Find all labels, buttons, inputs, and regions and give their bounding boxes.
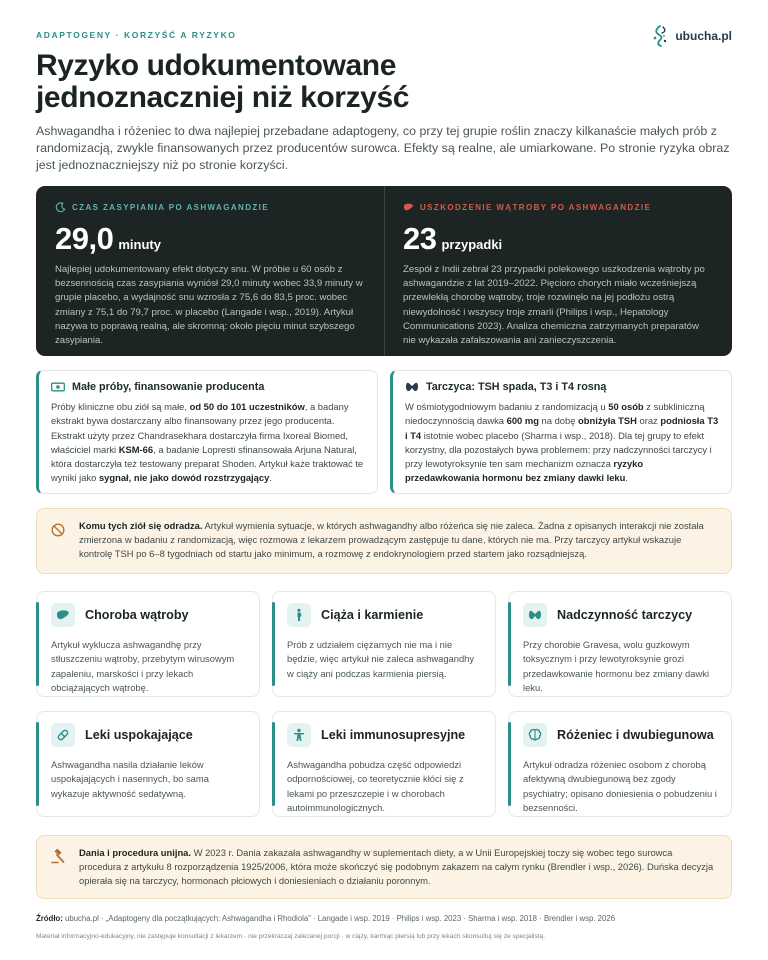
contraindication-notice: [36, 508, 732, 574]
stat-label: CZAS ZASYPIANIA PO ASHWAGANDZIE: [55, 202, 366, 213]
card-title: Leki uspokajające: [85, 728, 193, 742]
section-kicker: ADAPTOGENY · KORZYŚĆ A RYZYKO: [36, 30, 237, 40]
stat-description: Zespół z Indii zebrał 23 przypadki polekowego uszkodzenia wątroby po ashwagandzie z lat 2019–2022. Pięcioro chorych miało wcześniejszą przewlekłą chorobę wątroby, troje rozwinęło na jej podłożu ostrą niewydolność i wszyscy troje zmarli (Philips i wsp., Hepatology Communications 2023). Analiza chemiczna zatrzymanych preparatów nie wykazała zafałszowania ani zanieczyszczenia.: [403, 264, 705, 347]
stat-label: USZKODZENIE WĄTROBY PO ASHWAGANDZIE: [403, 202, 714, 213]
key-stats-panel: [36, 186, 732, 356]
thyroid-icon: [405, 381, 419, 393]
brand-logo[interactable]: [650, 24, 732, 48]
brain-icon: [523, 723, 547, 747]
stat-unit: przypadki: [441, 237, 503, 252]
page-title: Ryzyko udokumentowane jednoznaczniej niż korzyść: [36, 49, 410, 114]
stat-description: Najlepiej udokumentowany efekt dotyczy snu. W próbie u 60 osób z bezsennością czas zasypiania wyniósł 29,0 minuty wobec 33,9 minuty w grupie placebo, a wydajność snu wzrosła z 75,6 do 83,5 proc. wobec zmiany z 75,1 do 79,7 proc. w placebo (Langade i wsp., 2019). Artykuł nazywa to poprawą realną, ale skromną: około pięciu minut szybszego zasypiania.: [55, 264, 363, 347]
liver-icon: [51, 603, 75, 627]
card-liver-disease: [36, 591, 260, 697]
regulatory-notice: [36, 835, 732, 899]
thyroid-icon: [523, 603, 547, 627]
thyroid-card: [390, 370, 732, 494]
card-bipolar: [508, 711, 732, 817]
immune-icon: [287, 723, 311, 747]
card-immunosuppressants: [272, 711, 496, 817]
lead-paragraph: Ashwagandha i różeniec to dwa najlepiej przebadane adaptogeny, co przy tej grupie roślin znaczy kilkanaście małych prób z randomizacją, zwykle finansowanych przez producentów surowca. Efekty są realne, ale umiarkowane. Po stronie ryzyka obraz jest jednoznaczniejszy niż po stronie korzyści.: [36, 124, 730, 172]
pregnancy-icon: [287, 603, 311, 627]
brand-name: ubucha.pl: [675, 29, 732, 43]
card-text: Ashwagandha nasila działanie leków uspokajających i nasennych, bo sama wykazuje aktywność sedatywną.: [51, 759, 209, 799]
stat-value: 23: [403, 221, 437, 256]
notice-text: Komu tych ziół się odradza. Artykuł wymienia sytuacje, w których ashwagandhy albo różeńca się nie zaleca. Żadna z opisanych interakcji nie została zmierzona w badaniu z randomizacją, więc rozmowa z lekarzem prowadzącym zastępuje tu dane, których nie ma. Przy tarczycy artykuł wskazuje kontrolę TSH po 6–8 tygodniach od startu jako minimum, a rozmowę z endokrynologiem przed startem jako rozsądniejszą.: [79, 520, 704, 560]
card-text: W ośmiotygodniowym badaniu z randomizacją u 50 osób z subkliniczną niedoczynnością dawka 600 mg na dobę obniżyła TSH oraz podniosła T3 i T4 istotnie wobec placebo (Sharma i wsp., 2018). Dla tej grupy to efekt korzystny, dla pozostałych bywa problemem: przy nadczynności tarczycy i przy lewotyroksynie ten sam mechanizm oznacza ryzyko przedawkowania hormonu bez zmiany dawki leku.: [405, 401, 719, 484]
card-title: Różeniec i dwubiegunowa: [557, 728, 714, 742]
card-title: Tarczyca: TSH spada, T3 i T4 rosną: [426, 381, 607, 393]
kombucha-logo-icon: [650, 24, 670, 48]
card-text: Ashwagandha pobudza część odpowiedzi odpornościowej, co teoretycznie kłóci się z lekami po przeszczepie i w chorobach autoimmunologicznych.: [287, 759, 464, 813]
card-title: Choroba wątroby: [85, 608, 189, 622]
stat-unit: minuty: [118, 237, 161, 252]
stat-value: 29,0: [55, 221, 114, 256]
card-title: Nadczynność tarczycy: [557, 608, 693, 622]
gavel-icon: [51, 849, 66, 864]
card-hyperthyroidism: [508, 591, 732, 697]
card-pregnancy: [272, 591, 496, 697]
moon-icon: [55, 202, 66, 213]
contraindication-grid: [36, 591, 732, 817]
stat-sleep-latency: [36, 186, 384, 356]
card-title: Ciąża i karmienie: [321, 608, 424, 622]
pill-icon: [51, 723, 75, 747]
liver-icon: [403, 202, 414, 213]
disclaimer: Materiał informacyjno-edukacyjny, nie zastępuje konsultacji z lekarzem · nie przekraczaj zalecanej porcji · w ciąży, karmiąc piersią lub przy lekach skonsultuj się ze specjalistą.: [36, 933, 546, 940]
stat-liver-injury: [384, 186, 732, 356]
card-text: Artykuł odradza różeniec osobom z chorobą afektywną dwubiegunową bez zgody psychiatry; opisano doniesienia o pobudzeniu i bezsenności.: [523, 759, 717, 813]
prohibited-icon: [51, 523, 65, 537]
source-line: Źródło: ubucha.pl · „Adaptogeny dla początkujących: Ashwagandha i Rhodiola” · Langade i wsp. 2019 · Philips i wsp. 2023 · Sharma i wsp. 2018 · Brendler i wsp. 2026: [36, 914, 616, 923]
card-text: Artykuł wyklucza ashwagandhę przy stłuszczeniu wątroby, przebytym wirusowym zapaleniu, marskości i przy lekach obciążających wątrobę.: [51, 639, 235, 693]
notice-text: Dania i procedura unijna. W 2023 r. Dania zakazała ashwagandhy w suplementach diety, a w Unii Europejskiej toczy się wobec tego surowca procedura z artykułu 8 rozporządzenia 1925/2006, która może skończyć się podobnym zakazem na całym rynku (Brendler i wsp., 2026). Duńska decyzja opierała się na tarczycy, hormonach płciowych i doniesieniach o działaniu poronnym.: [79, 847, 714, 887]
card-sedatives: [36, 711, 260, 817]
funding-card: [36, 370, 378, 494]
card-title: Leki immunosupresyjne: [321, 728, 466, 742]
money-icon: [51, 381, 65, 393]
card-text: Przy chorobie Gravesa, wolu guzkowym toksycznym i przy lewotyroksynie grozi przedawkowanie hormonu bez zmiany dawki leku.: [523, 639, 710, 693]
card-text: Próby kliniczne obu ziół są małe, od 50 do 101 uczestników, a badany ekstrakt bywa dostarczany albo finansowany przez jego producenta. Ekstrakt użyty przez Chandrasekhara dostarczyła firma Ixoreal Biomed, właściciel marki KSM-66, a badanie Lopresti sfinansowała Arjuna Natural, która dostarczyła też testowany preparat Shoden. Artykuł każe traktować te wyniki jako sygnał, nie jako dowód rozstrzygający.: [51, 401, 364, 484]
card-title: Małe próby, finansowanie producenta: [72, 381, 265, 393]
card-text: Prób z udziałem ciężarnych nie ma i nie będzie, więc artykuł nie zaleca ashwagandhy w ciąży ani podczas karmienia piersią.: [287, 639, 475, 679]
